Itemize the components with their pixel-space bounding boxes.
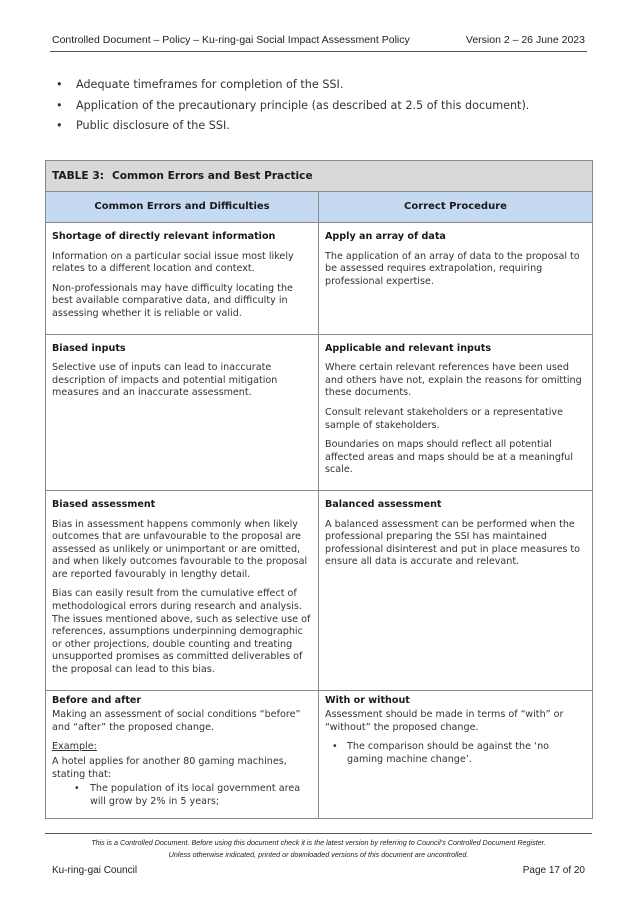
example-label: Example:: [52, 741, 97, 753]
list-item: • The comparison should be against the ‘no gaming machine change’.: [332, 741, 550, 765]
list-item: • Public disclosure of the SSI.: [56, 119, 230, 132]
table-cell: [319, 223, 593, 335]
cell-paragraph: Boundaries on maps should reflect all potential affected areas and maps should be at a meaningful scale.: [325, 439, 574, 476]
cell-paragraph: Bias can easily result from the cumulative effect of methodological errors during research and analysis. The issues mentioned above, such as selective use of references, assumptions underpinning demographic or other projections, double counting and treating unsupported promises as committed deliverables of the proposal can lead to this bias.: [52, 588, 311, 676]
cell-heading: Shortage of directly relevant information: [52, 231, 276, 242]
cell-paragraph: Making an assessment of social conditions “before” and “after” the proposed change.: [52, 709, 301, 733]
page-number: Page 17 of 20: [522, 865, 585, 876]
cell-heading: Balanced assessment: [325, 498, 442, 510]
footer-controlled-note: This is a Controlled Document. Before using this document check it is the latest version by referring to Council’s Controlled Document Register.: [91, 838, 546, 847]
column-header-errors: Common Errors and Difficulties: [46, 192, 319, 223]
cell-paragraph: Bias in assessment happens commonly when likely outcomes that are unfavourable to the proposal are assessed as unlikely or unimportant or are omitted, and when likely outcomes favourable to the proposal are reported favourably in lengthy detail.: [52, 518, 308, 580]
table-cell: [46, 334, 319, 490]
table-row: [46, 690, 593, 819]
errors-best-practice-table: [45, 160, 593, 819]
footer-uncontrolled-note: Unless otherwise indicated, printed or downloaded versions of this document are uncontrolled.: [168, 850, 469, 859]
bullet-icon: •: [74, 783, 80, 795]
page-header: [50, 31, 587, 52]
cell-paragraph: Non-professionals may have difficulty locating the best available comparative data, and difficulty in assessing whether it is reliable or valid.: [52, 282, 293, 319]
list-item: • The population of its local government area will grow by 2% in 5 years;: [74, 783, 301, 807]
table-row: [46, 223, 593, 335]
cell-paragraph: A balanced assessment can be performed when the professional preparing the SSI has maintained professional disinterest and put in place measures to ensure all data is accurate and relevant.: [325, 518, 581, 568]
table-cell: [46, 690, 319, 819]
cell-paragraph: Information on a particular social issue most likely relates to a different location and context.: [52, 250, 294, 275]
table-title-text: Common Errors and Best Practice: [111, 169, 313, 182]
table-cell: [46, 490, 319, 690]
table-cell: [46, 223, 319, 335]
column-header-procedure: Correct Procedure: [319, 192, 593, 223]
table-row: [46, 490, 593, 690]
cell-heading: Biased assessment: [52, 498, 156, 510]
bullet-icon: •: [56, 78, 63, 91]
bullet-icon: •: [332, 741, 338, 753]
cell-heading: Biased inputs: [52, 342, 126, 354]
table-row: [46, 334, 593, 490]
list-item: • Adequate timeframes for completion of the SSI.: [56, 78, 344, 91]
header-version: Version 2 – 26 June 2023: [465, 34, 585, 46]
table-label: TABLE 3:: [52, 169, 104, 182]
footer-divider: [45, 833, 592, 834]
cell-heading: Apply an array of data: [325, 231, 446, 242]
cell-heading: With or without: [325, 694, 410, 706]
cell-paragraph: Assessment should be made in terms of “with” or “without” the proposed change.: [325, 709, 564, 733]
cell-paragraph: Selective use of inputs can lead to inaccurate description of impacts and potential mitigation measures and an inaccurate assessment.: [52, 362, 278, 399]
cell-paragraph: Where certain relevant references have been used and others have not, explain the reasons for omitting these documents.: [325, 362, 582, 399]
table-cell: [319, 690, 593, 819]
footer-organisation: Ku-ring-gai Council: [52, 865, 138, 876]
cell-paragraph: Consult relevant stakeholders or a representative sample of stakeholders.: [325, 406, 563, 431]
table-title: [46, 161, 593, 192]
cell-bullet-list: [52, 783, 312, 808]
table-cell: [319, 334, 593, 490]
bullet-icon: •: [56, 119, 63, 132]
cell-paragraph: A hotel applies for another 80 gaming machines, stating that:: [52, 756, 287, 780]
cell-heading: Applicable and relevant inputs: [325, 342, 492, 354]
cell-paragraph: The application of an array of data to the proposal to be assessed requires extrapolation, requiring professional expertise.: [325, 250, 580, 287]
intro-bullet-list: [56, 78, 596, 140]
table-cell: [319, 490, 593, 690]
cell-bullet-list: [325, 741, 586, 766]
cell-heading: Before and after: [52, 694, 142, 706]
header-document-title: Controlled Document – Policy – Ku-ring-gai Social Impact Assessment Policy: [52, 34, 410, 46]
bullet-icon: •: [56, 98, 63, 112]
list-item: • Application of the precautionary principle (as described at 2.5 of this document).: [56, 98, 530, 112]
